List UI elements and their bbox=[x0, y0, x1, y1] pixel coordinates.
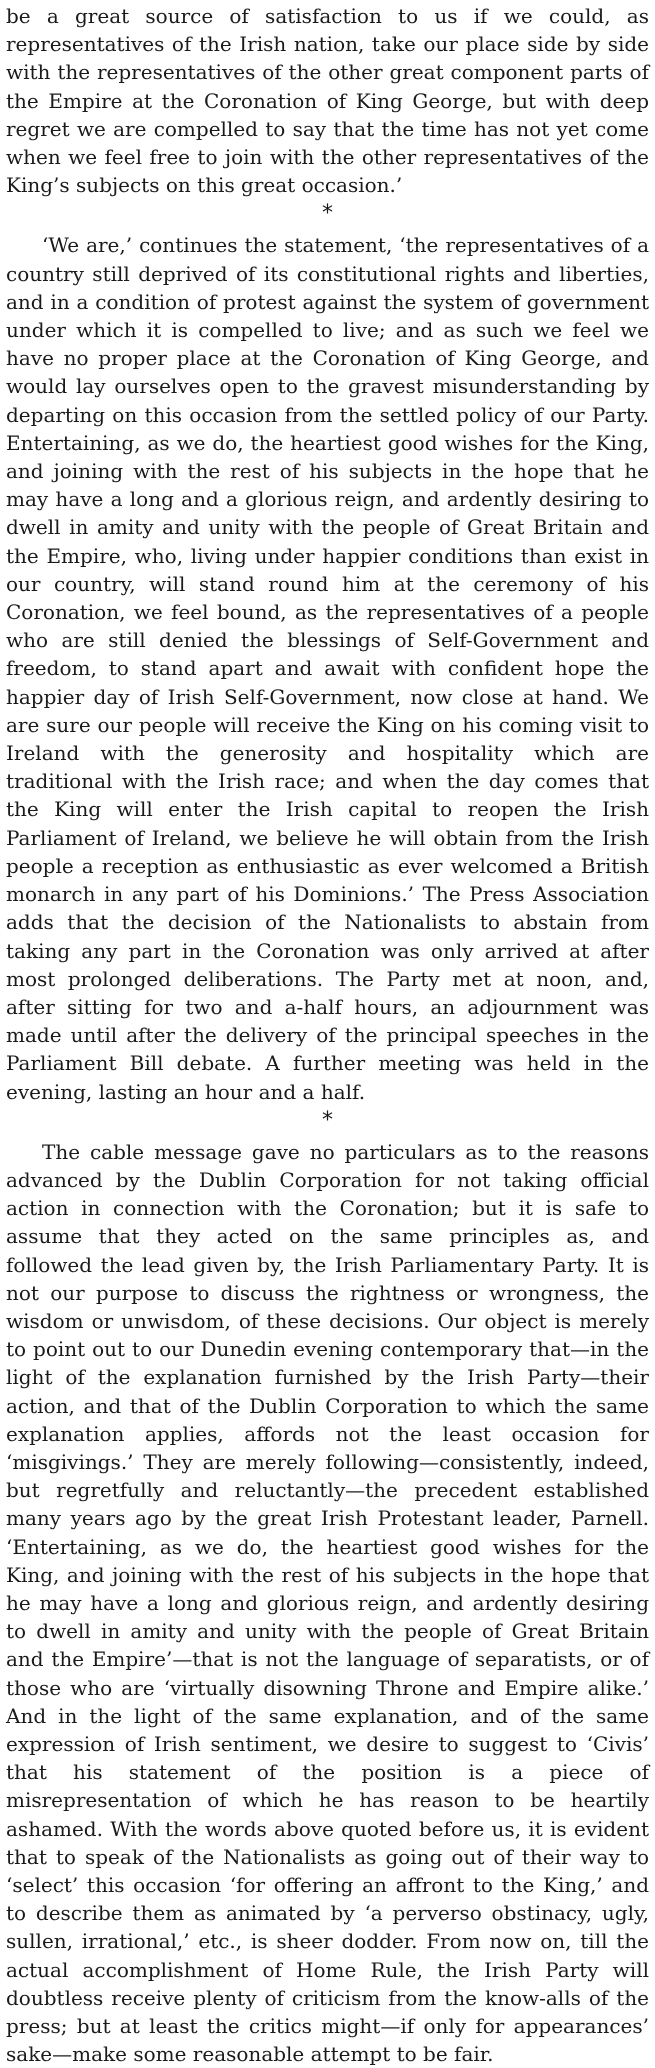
paragraph-commentary: The cable message gave no particulars as to the reasons advanced by the Dublin Corporation for not taking official action in connection with the Coronation; but it is safe to assume that they acted on the same principles as, and followed the lead given by, the Irish Parliamentary Party. It is not our purpose to discuss the rightness or wrongness, the wisdom or unwisdom, of these decisions. Our object is merely to point out to our Dunedin evening contemporary that—in the light of the explanation furnished by the Irish Party—their action, and that of the Dublin Corporation to which the same explanation applies, affords not the least occasion for ‘misgivings.’ They are merely following—consistently, indeed, but regretfully and reluctantly—the precedent established many years ago by the great Irish Protestant leader, Parnell. ‘Entertaining, as we do, the heartiest good wishes for the King, and joining with the rest of his subjects in the hope that he may have a long and glorious reign, and ardently desiring to dwell in amity and unity with the people of Great Britain and the Empire’—that is not the language of separatists, or of those who are ‘virtually disowning Throne and Empire alike.’ And in the light of the same explanation, and of the same expression of Irish sentiment, we desire to suggest to ‘Civis’ that his statement of the position is a piece of misrepresentation of which he has reason to be heartily ashamed. With the words above quoted before us, it is evident that to speak of the Nationalists as going out of their way to ‘select’ this occasion ‘for offering an affront to the King,’ and to describe them as animated by ‘a perverso obstinacy, ugly, sullen, irrational,’ etc., is sheer dodder. From now on, till the actual accomplishment of Home Rule, the Irish Party will doubtless receive plenty of criticism from the know-alls of the press; but at least the critics might—if only for appearances’ sake—make some reasonable attempt to be fair. bbox=[6, 1139, 649, 2067]
paragraph-continuation: be a great source of satisfaction to us if we could, as representatives of the Irish nation, take our place side by side with the representatives of the other great component parts of the Empire at the Coronation of King George, but with deep regret we are compelled to say that the time has not yet come when we feel free to join with the other representatives of the King’s subjects on this great occasion.’ bbox=[6, 4, 649, 198]
section-divider-asterisk: * bbox=[322, 1107, 333, 1133]
paragraph-statement: ‘We are,’ continues the statement, ‘the representatives of a country still deprived of its constitutional rights and liberties, and in a condition of protest against the system of government under which it is compelled to live; and as such we feel we have no proper place at the Coronation of King George, and would lay ourselves open to the gravest misunderstanding by departing on this occasion from the settled policy of our Party. Entertaining, as we do, the heartiest good wishes for the King, and joining with the rest of his subjects in the hope that he may have a long and a glorious reign, and ardently desiring to dwell in amity and unity with the people of Great Britain and the Empire, who, living under happier conditions than exist in our country, will stand round him at the ceremony of his Coronation, we feel bound, as the representatives of a people who are still denied the blessings of Self-Government and freedom, to stand apart and await with confident hope the happier day of Irish Self-Government, now close at hand. We are sure our people will receive the King on his coming visit to Ireland with the generosity and hospitality which are traditional with the Irish race; and when the day comes that the King will enter the Irish capital to reopen the Irish Parliament of Ireland, we believe he will obtain from the Irish people a reception as enthusiastic as ever welcomed a British monarch in any part of his Dominions.’ The Press Association adds that the decision of the Nationalists to abstain from taking any part in the Coronation was only arrived at after most prolonged deliberations. The Party met at noon, and, after sitting for two and a-half hours, an adjournment was made until after the delivery of the principal speeches in the Parliament Bill debate. A further meeting was held in the evening, lasting an hour and a half. bbox=[6, 233, 649, 1104]
section-divider-asterisk: * bbox=[322, 201, 333, 227]
